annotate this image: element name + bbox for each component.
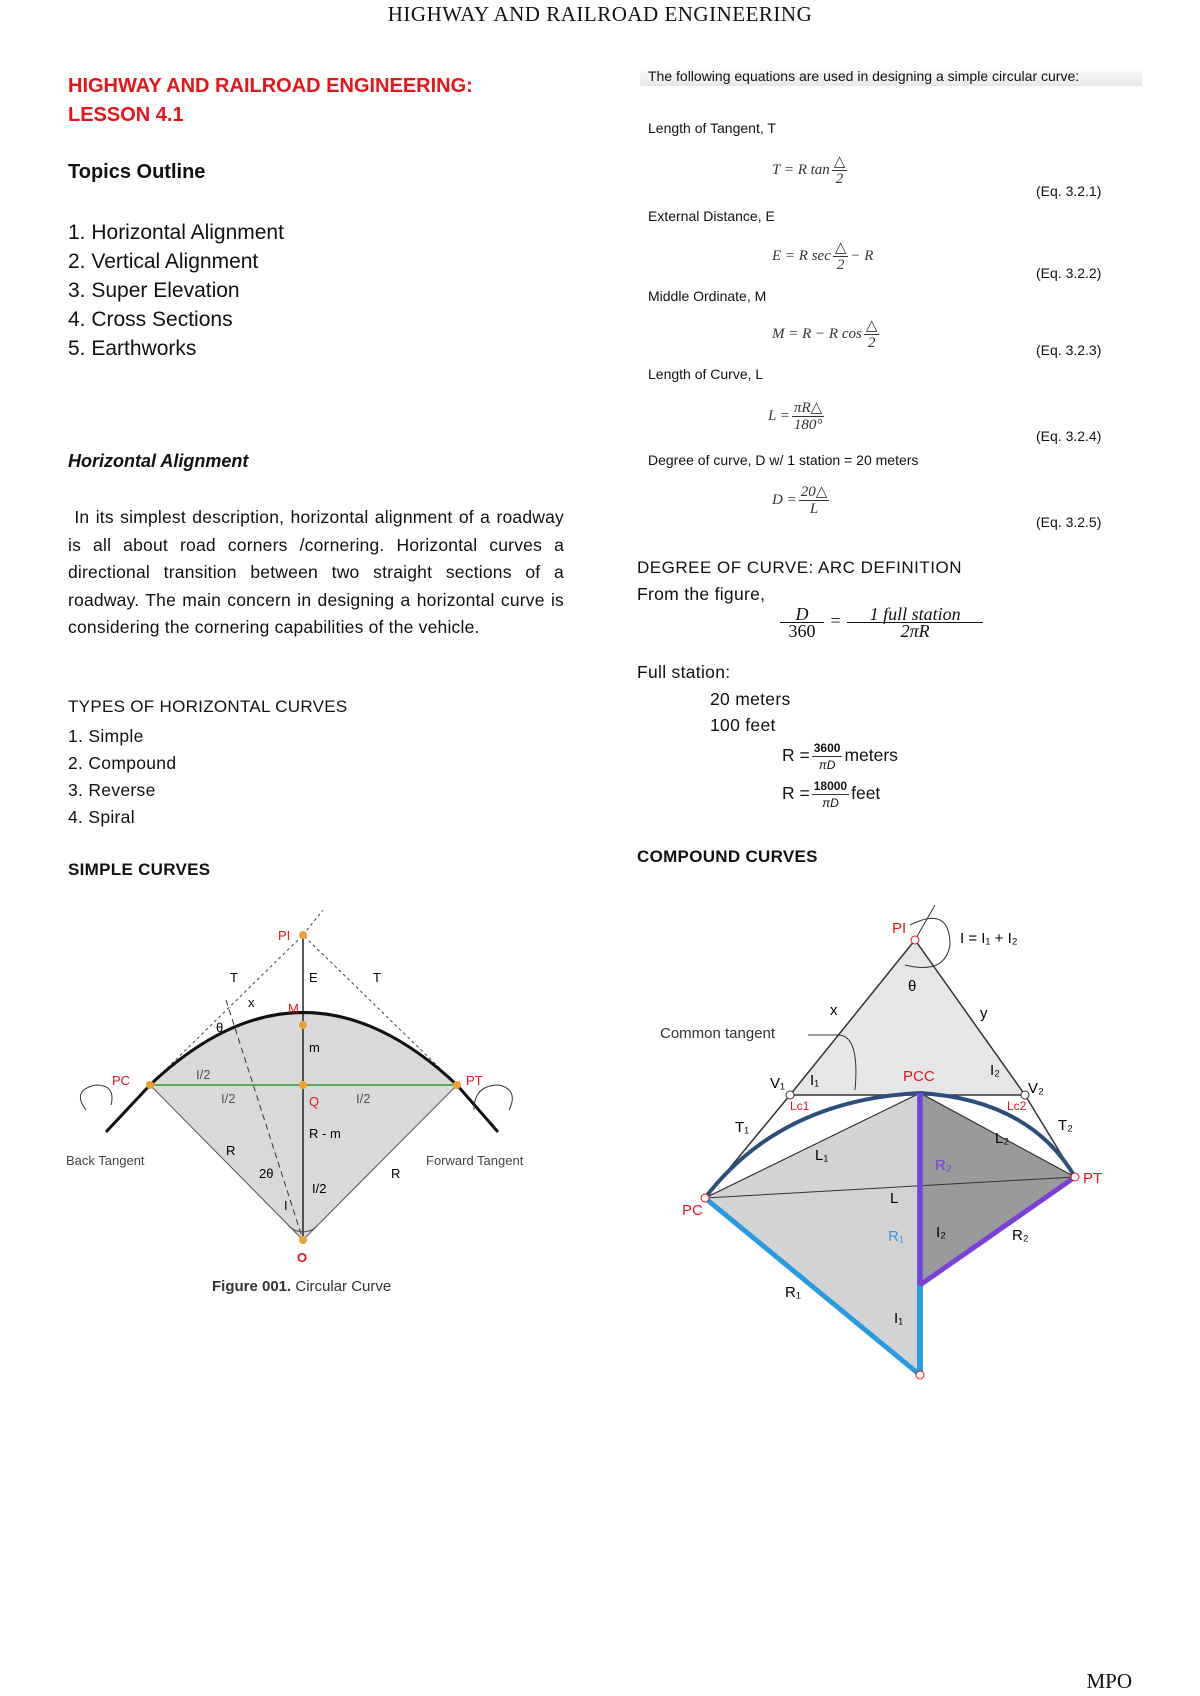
eq-num: △ (865, 318, 878, 334)
type-item: 1. Simple (68, 726, 144, 746)
center-o1-point (916, 1371, 924, 1379)
eq-lhs: M = R − R cos (772, 325, 862, 342)
tangent-left-label: T (230, 970, 238, 985)
x-label: x (830, 1002, 838, 1019)
ratio-right-num: 1 full station (847, 606, 983, 623)
compound-curve-diagram (660, 885, 1130, 1385)
r2-purple-label: R₂ (935, 1157, 952, 1174)
r-num: 3600 (813, 741, 841, 755)
l-label: L (890, 1190, 899, 1207)
l2-label: L₂ (995, 1130, 1010, 1147)
arc-definition-from: From the figure, (637, 584, 766, 604)
r-num: 18000 (813, 779, 848, 793)
eq-tangent (772, 154, 849, 187)
pt-label: PT (466, 1073, 483, 1088)
t2-label: T₂ (1058, 1117, 1073, 1134)
i2-top-label: I₂ (990, 1062, 1000, 1079)
eq-label-degree: Degree of curve, D w/ 1 station = 20 meters (648, 452, 919, 468)
i1-top-label: I₁ (810, 1072, 820, 1089)
q-point (299, 1081, 307, 1089)
m-point-label: M (288, 1001, 299, 1016)
type-item: 3. Reverse (68, 780, 156, 800)
v1-point (786, 1091, 794, 1099)
r1-blue-label: R₁ (888, 1228, 904, 1245)
degree-ratio-equation: $\frac{D}{360}$ = $\frac{\text{1 full station}}{2\pi R}$ (778, 606, 985, 639)
r-minus-m-label: R - m (309, 1126, 341, 1141)
tangent-right-label: T (373, 970, 381, 985)
t1-label: T₁ (735, 1119, 750, 1136)
paragraph-text: In its simplest description, horizontal alignment of a roadway is all about road corners /cornering. Horizontal curves a directional transition between two straight sections of a roadway. The main concern in designing a horizontal curve is considering the cornering capabilities of the vehicle. (68, 507, 565, 637)
tangent-extension (303, 910, 323, 935)
horizontal-alignment-paragraph (68, 504, 564, 642)
y-label: y (980, 1005, 988, 1022)
eq-label-length: Length of Curve, L (648, 366, 764, 382)
radius-meters-equation (782, 740, 898, 773)
eq-num: 20△ (800, 484, 828, 500)
pi-extension (915, 905, 935, 940)
eq-tail: − R (850, 247, 874, 264)
forward-tangent-label: Forward Tangent (426, 1153, 524, 1168)
topic-item: 4. Cross Sections (68, 308, 233, 331)
v2-label: V₂ (1028, 1080, 1044, 1097)
eq-den: 2 (836, 257, 845, 273)
horizontal-alignment-heading: Horizontal Alignment (68, 451, 249, 471)
v1-label: V₁ (770, 1075, 786, 1092)
o-point (299, 1236, 307, 1244)
eq-den: L (809, 501, 819, 517)
ratio-right-den: 2πR (900, 621, 930, 641)
pi-label: PI (892, 920, 907, 937)
lc1-label: Lc1 (790, 1099, 810, 1113)
radius-feet-equation (782, 778, 880, 811)
l1-label: L₁ (815, 1147, 829, 1164)
topic-item: 5. Earthworks (68, 337, 197, 360)
page-header: HIGHWAY AND RAILROAD ENGINEERING (387, 2, 813, 26)
eq-external (772, 240, 873, 273)
caption-number: Figure 001. (212, 1278, 292, 1295)
q-label: Q (309, 1094, 320, 1109)
pi-label: PI (278, 928, 291, 943)
pc-label: PC (112, 1073, 131, 1088)
lc2-label: Lc2 (1007, 1099, 1027, 1113)
eq-lhs: E = R sec (772, 247, 831, 264)
type-item: 2. Compound (68, 753, 177, 773)
r-right-label: R (391, 1166, 401, 1181)
eq-middle-ordinate (772, 318, 881, 351)
pt-label: PT (1083, 1170, 1103, 1187)
full-station-label: Full station: (637, 662, 731, 682)
caption-text: Circular Curve (291, 1278, 392, 1295)
r-den: πD (822, 796, 839, 810)
back-tangent-label: Back Tangent (66, 1153, 145, 1168)
r-prefix: R = (782, 745, 810, 766)
eq-ref-2: (Eq. 3.2.2) (1036, 265, 1102, 281)
eq-lhs: L = (768, 407, 790, 424)
eq-degree (772, 484, 831, 517)
back-tangent-line (106, 1085, 150, 1132)
lesson-title (68, 72, 473, 130)
types-heading: TYPES OF HORIZONTAL CURVES (68, 697, 348, 716)
simple-curve-diagram (66, 900, 556, 1270)
eq-label-middle-ordinate: Middle Ordinate, M (648, 288, 767, 304)
pt-point (453, 1081, 461, 1089)
station-feet: 100 feet (710, 715, 776, 735)
footer-initials: MPO (1086, 1669, 1132, 1693)
eq-ref-5: (Eq. 3.2.5) (1036, 514, 1102, 530)
eq-ref-3: (Eq. 3.2.3) (1036, 342, 1102, 358)
topics-heading: Topics Outline (68, 161, 206, 183)
eq-den: 2 (835, 171, 844, 187)
forward-tangent-arrow (474, 1085, 512, 1110)
i1-center-label: I₁ (894, 1310, 904, 1327)
eq-lhs: T = R tan (772, 161, 830, 178)
eq-ref-1: (Eq. 3.2.1) (1036, 183, 1102, 199)
eq-lhs: D = (772, 491, 797, 508)
r2-label: R₂ (1012, 1227, 1029, 1244)
eq-length (768, 400, 826, 433)
r-den: πD (818, 758, 836, 772)
two-theta-label: 2θ (259, 1166, 274, 1181)
lesson-title-line1: HIGHWAY AND RAILROAD ENGINEERING: (68, 75, 473, 97)
simple-curves-heading: SIMPLE CURVES (68, 860, 211, 879)
x-label: x (248, 995, 255, 1010)
pc-point (146, 1081, 154, 1089)
lesson-title-line2: LESSON 4.1 (68, 104, 184, 126)
forward-tangent-line (457, 1085, 498, 1132)
figure-caption (212, 1278, 391, 1295)
r-prefix: R = (782, 783, 810, 804)
eq-label-external: External Distance, E (648, 208, 775, 224)
topic-item: 2. Vertical Alignment (68, 250, 259, 273)
half-i-center-label: I/2 (312, 1181, 327, 1196)
pt-point (1071, 1173, 1079, 1181)
pcc-label: PCC (903, 1068, 935, 1085)
back-tangent-arrow (80, 1085, 112, 1110)
r-unit: meters (844, 745, 898, 766)
eq-label-tangent: Length of Tangent, T (648, 120, 776, 136)
eq-ref-4: (Eq. 3.2.4) (1036, 428, 1102, 444)
m-point (299, 1021, 307, 1029)
eq-num: △ (834, 240, 847, 256)
eq-num: πR△ (793, 400, 823, 416)
theta-label: θ (216, 1020, 224, 1035)
i-formula-label: I = I₁ + I₂ (960, 930, 1018, 947)
types-list (68, 723, 176, 831)
type-item: 4. Spiral (68, 807, 135, 827)
r-left-label: R (226, 1143, 236, 1158)
compound-curves-heading: COMPOUND CURVES (637, 847, 818, 866)
external-label: E (309, 970, 318, 985)
station-meters: 20 meters (710, 689, 791, 709)
ratio-left-num: D (780, 606, 824, 623)
common-tangent-label: Common tangent (660, 1025, 776, 1042)
m-label: m (309, 1040, 320, 1055)
o-label: O (297, 1250, 308, 1265)
pi-point (299, 931, 307, 939)
sector-right (920, 1093, 1075, 1285)
equations-intro: The following equations are used in designing a simple circular curve: (640, 66, 1142, 86)
r1-label: R₁ (785, 1284, 801, 1301)
half-chord-right-label: I/2 (356, 1091, 371, 1106)
eq-den: 180° (793, 417, 823, 433)
pi-point (911, 936, 919, 944)
eq-den: 2 (867, 335, 876, 351)
ratio-left-den: 360 (788, 621, 816, 641)
half-chord-left-label: I/2 (221, 1091, 236, 1106)
topics-list (68, 218, 284, 363)
eq-num: △ (833, 154, 846, 170)
i-label: I (284, 1198, 288, 1213)
i2-center-label: I₂ (936, 1224, 946, 1241)
pc-point (701, 1194, 709, 1202)
r-unit: feet (851, 783, 881, 804)
arc-definition-heading: DEGREE OF CURVE: ARC DEFINITION (637, 558, 963, 577)
theta-label: θ (908, 978, 917, 995)
half-i-label: I/2 (196, 1067, 211, 1082)
pc-label: PC (682, 1202, 703, 1219)
topic-item: 3. Super Elevation (68, 279, 240, 302)
topic-item: 1. Horizontal Alignment (68, 221, 284, 244)
